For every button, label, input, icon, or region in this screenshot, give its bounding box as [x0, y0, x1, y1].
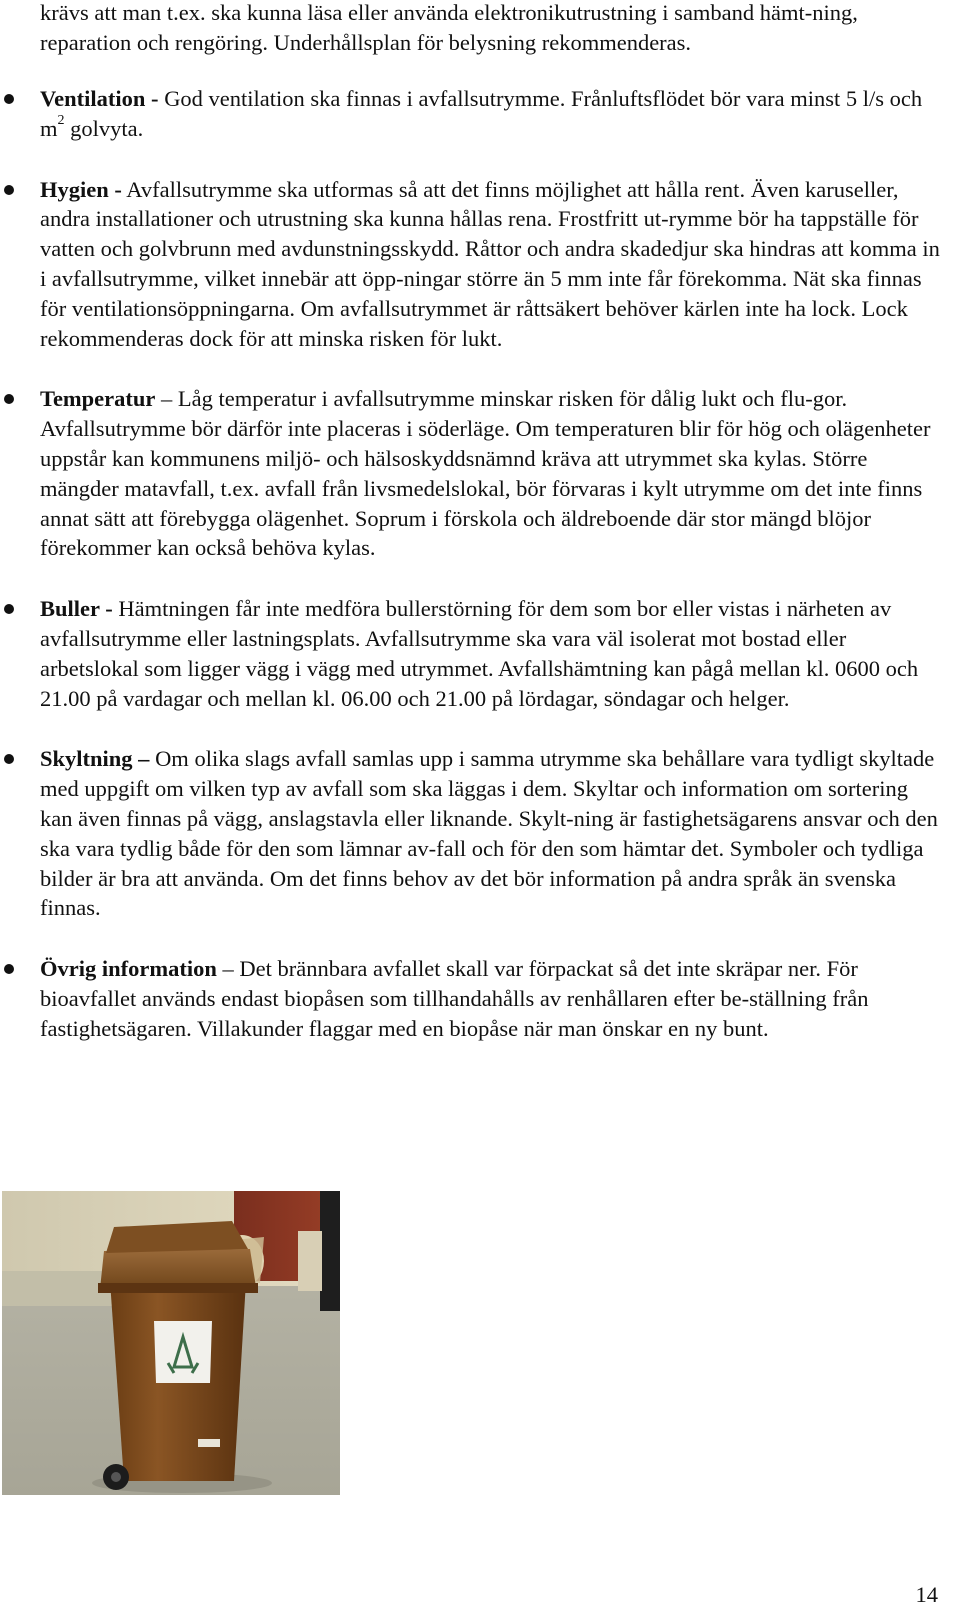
waste-bin-photo	[2, 1191, 340, 1495]
bullet-icon	[4, 964, 14, 974]
item-text: Hämtningen får inte medföra bullerstörning för dem som bor eller vistas i närheten av avfallsutrymme eller lastningsplats. Avfallsutrymme ska vara väl isolerat mot bostad eller arbetslokal som ligger vägg i vägg med utrymmet. Avfallshämtning kan pågå mellan kl. 0600 och 21.00 på vardagar och mellan kl. 06.00 och 21.00 på lördagar, söndagar och helger.	[40, 596, 919, 711]
item-text: Avfallsutrymme ska utformas så att det finns möjlighet att hålla rent. Även karuseller, andra installationer och utrustning ska kunna hållas rena. Frostfritt ut-rymme bör ha tappställe för vatten och golvbrunn med avdunstningsskydd. Råttor och andra skadedjur ska hindras att komma in i avfallsutrymme, vilket innebär att öpp-ningar större än 5 mm inte får förekomma. Nät ska finnas för ventilationsöppningarna. Om avfallsutrymmet är råttsäkert behöver kärlen inte ha lock. Lock rekommenderas dock för att minska risken för lukt.	[40, 176, 940, 351]
bullet-icon	[4, 604, 14, 614]
item-text-end: golvyta.	[64, 115, 144, 141]
requirements-list	[0, 84, 960, 1075]
item-heading: Hygien -	[40, 176, 122, 202]
bullet-icon	[4, 94, 14, 104]
bullet-icon	[4, 394, 14, 404]
item-text: – Det brännbara avfallet skall var förpackat så det inte skräpar ner. För bioavfallet används endast biopåsen som tillhandahålls av renhållaren efter be-ställning från fastighetsägaren. Villakunder flaggar med en biopåse när man önskar en ny bunt.	[40, 956, 869, 1041]
item-text: Om olika slags avfall samlas upp i samma utrymme ska behållare vara tydligt skyltade med uppgift om vilken typ av avfall som ska läggas i dem. Skyltar och information om sortering kan även finnas på vägg, anslagstavla eller liknande. Skylt-ning är fastighetsägarens ansvar och den ska vara tydlig både för den som lämnar av-fall och för den som hämtar det. Symboler och tydliga bilder är bra att använda. Om det finns behov av det bör information på andra språk än svenska finnas.	[40, 746, 938, 921]
item-heading: Temperatur	[40, 386, 156, 412]
intro-paragraph: krävs att man t.ex. ska kunna läsa eller använda elektronikutrustning i samband hämt-ning, reparation och rengöring. Underhållsplan för belysning rekommenderas.	[40, 0, 858, 55]
item-text: – Låg temperatur i avfallsutrymme minskar risken för dålig lukt och flu-gor. Avfallsutrymme bör därför inte placeras i söderläge. Om temperaturen blir för hög och olägenheter uppstår kan kommunens miljö- och hälsoskyddsnämnd kräva att utrymmet ska kylas. Större mängder matavfall, t.ex. avfall från livsmedelslokal, bör förvaras i kylt utrymme om det inte finns annat sätt att förebygga olägenhet. Soprum i förskola och äldreboende där stor mängd blöjor förekommer kan också behöva kylas.	[40, 386, 931, 561]
list-item-ovrig-information	[0, 954, 960, 1043]
item-text: God ventilation ska finnas i avfallsutrymme. Frånluftsflödet bör vara minst 5 l/s och m	[40, 86, 923, 141]
list-item-ventilation	[0, 84, 960, 144]
item-heading: Övrig information	[40, 956, 217, 982]
list-item-hygien	[0, 175, 960, 354]
list-item-temperatur	[0, 384, 960, 563]
item-heading: Buller -	[40, 596, 113, 622]
item-heading: Ventilation -	[40, 86, 159, 111]
superscript: 2	[57, 113, 65, 129]
item-heading: Skyltning –	[40, 746, 150, 772]
page-number: 14	[915, 1582, 938, 1607]
waste-bin-illustration	[2, 1191, 340, 1495]
bullet-icon	[4, 185, 14, 195]
bullet-icon	[4, 754, 14, 764]
list-item-buller	[0, 594, 960, 713]
list-item-skyltning	[0, 744, 960, 923]
